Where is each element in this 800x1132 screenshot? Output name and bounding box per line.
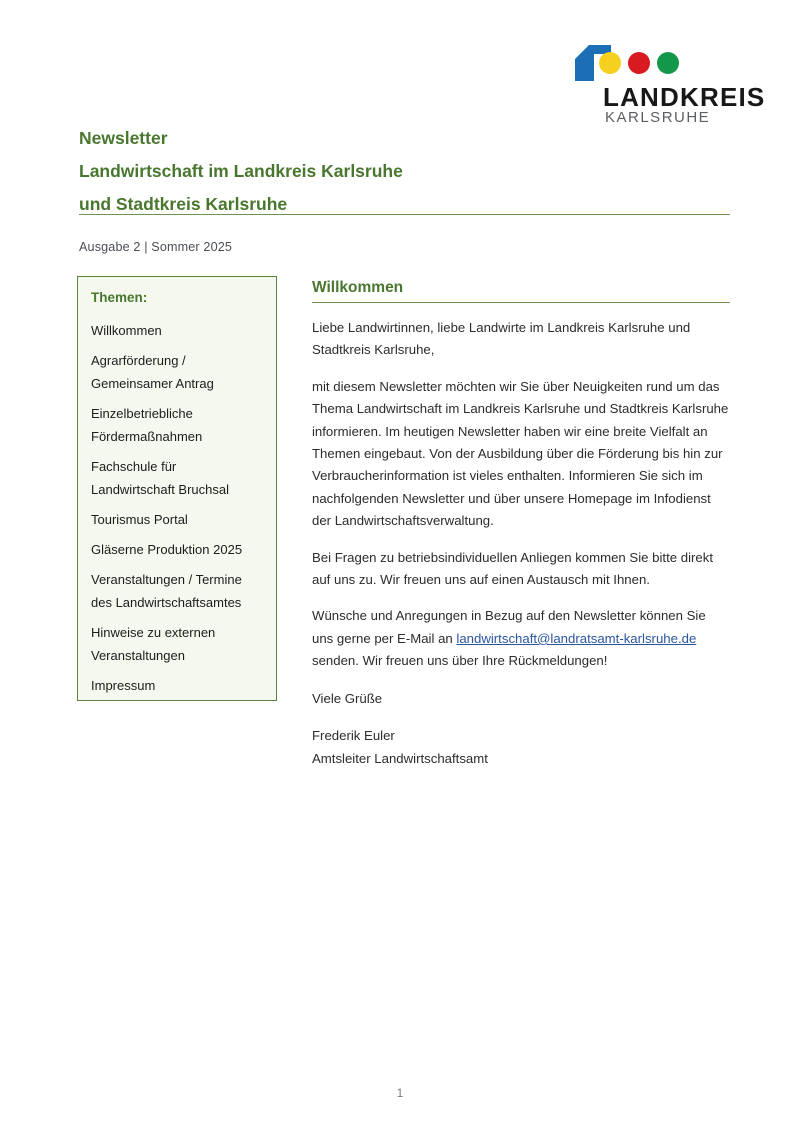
- logo-marks: [575, 42, 735, 82]
- signature-block: [312, 725, 730, 770]
- logo-dot-green-icon: [657, 52, 679, 74]
- main-content: [312, 278, 730, 770]
- list-item[interactable]: Gläserne Produktion 2025: [91, 542, 243, 557]
- paragraph-feedback-text-before: Wünsche und Anregungen in Bezug auf den Newsletter können Sie uns gerne per E-Mail an: [312, 608, 706, 646]
- list-item[interactable]: Willkommen: [91, 323, 162, 338]
- paragraph-questions: Bei Fragen zu betriebsindividuellen Anliegen kommen Sie bitte direkt auf uns zu. Wir freuen uns auf einen Austausch mit Ihnen.: [312, 549, 713, 588]
- page-title-line-1: Newsletter: [79, 127, 168, 148]
- paragraph-intro: mit diesem Newsletter möchten wir Sie über Neuigkeiten rund um das Thema Landwirtschaft im Landkreis Karlsruhe und Stadtkreis Karlsruhe informieren. Im heutigen Newsletter haben wir eine breite Vielfalt an Themen eingebaut. Von der Ausbildung über die Förderung bis hin zur Verbraucherinformation ist vieles enthalten. Informieren Sie sich im nachfolgenden Newsletter und über unsere Homepage im Infodienst der Landwirtschaftsverwaltung.: [312, 378, 729, 529]
- paragraph-greeting: Liebe Landwirtinnen, liebe Landwirte im Landkreis Karlsruhe und Stadtkreis Karlsruhe,: [312, 320, 691, 358]
- list-item[interactable]: Impressum: [91, 678, 156, 693]
- list-item[interactable]: Hinweise zu externen Veranstaltungen: [91, 625, 216, 663]
- logo-subtitle: KARLSRUHE: [605, 109, 711, 126]
- page-title: [79, 122, 639, 221]
- list-item[interactable]: Agrarförderung / Gemeinsamer Antrag: [91, 353, 214, 391]
- logo-wordmark: LANDKREIS: [603, 82, 766, 112]
- signer-name: Frederik Euler: [312, 728, 395, 744]
- closing-salutation: Viele Grüße: [312, 690, 383, 706]
- title-divider: [79, 214, 730, 215]
- page-title-line-3: und Stadtkreis Karlsruhe: [79, 193, 288, 214]
- section-divider: [312, 302, 730, 303]
- list-item[interactable]: Einzelbetriebliche Fördermaßnahmen: [91, 406, 203, 444]
- page-number: 1: [396, 1088, 404, 1100]
- paragraph-feedback-text-after: senden. Wir freuen uns über Ihre Rückmeldungen!: [312, 653, 608, 669]
- list-item[interactable]: Tourismus Portal: [91, 512, 188, 527]
- email-link[interactable]: landwirtschaft@landratsamt-karlsruhe.de: [456, 630, 697, 646]
- page-title-line-2: Landwirtschaft im Landkreis Karlsruhe: [79, 160, 403, 181]
- topics-list: [91, 319, 263, 697]
- topics-heading: Themen:: [91, 290, 148, 305]
- logo-dot-red-icon: [628, 52, 650, 74]
- landkreis-karlsruhe-logo: [575, 42, 766, 126]
- paragraph-feedback: [312, 605, 730, 672]
- signer-role: Amtsleiter Landwirtschaftsamt: [312, 750, 488, 766]
- topics-sidebar: [77, 276, 277, 701]
- issue-label: Ausgabe 2 | Sommer 2025: [79, 240, 233, 254]
- list-item[interactable]: Veranstaltungen / Termine des Landwirtschaftsamtes: [91, 572, 242, 610]
- logo-dot-yellow-icon: [599, 52, 621, 74]
- section-heading-willkommen: Willkommen: [312, 279, 404, 296]
- list-item[interactable]: Fachschule für Landwirtschaft Bruchsal: [91, 459, 230, 497]
